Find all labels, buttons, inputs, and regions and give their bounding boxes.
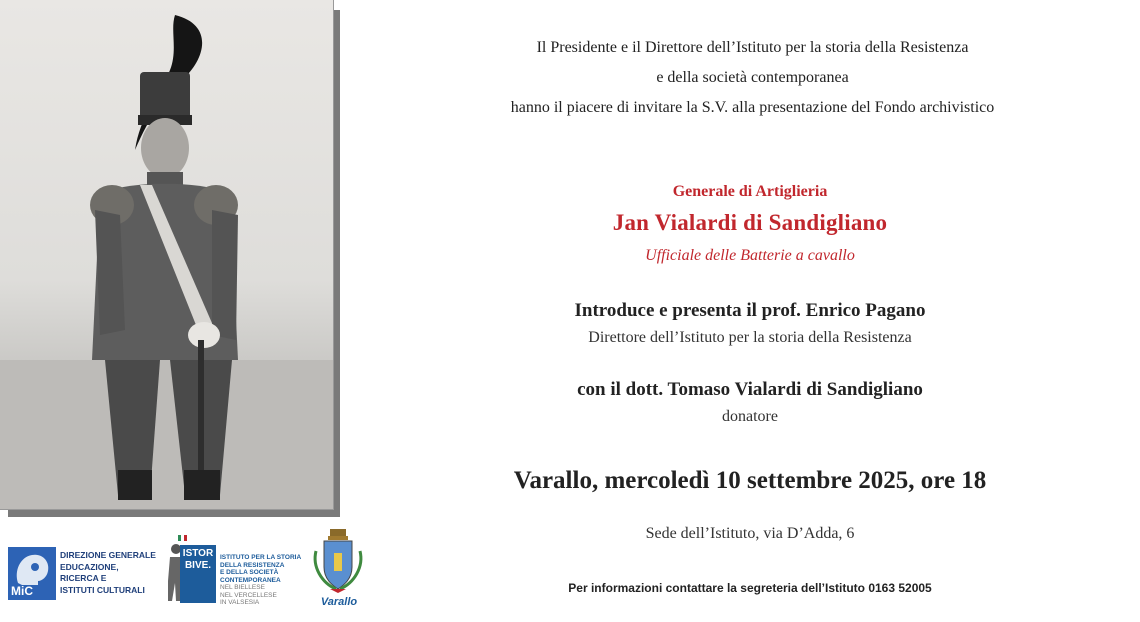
intro-line-2: e della società contemporanea <box>656 69 849 86</box>
istorbive-label-line: E DELLA SOCIETÀ <box>220 569 279 576</box>
istorbive-mark <box>180 545 216 603</box>
istorbive-mark-line: BIVE. <box>184 560 212 571</box>
mic-label-line: ISTITUTI CULTURALI <box>60 584 145 595</box>
mic-label-line: RICERCA E <box>60 573 107 583</box>
portrait-photo <box>0 0 340 517</box>
donor-line: con il dott. Tomaso Vialardi di Sandigliano <box>577 379 923 400</box>
subject-rank: Generale di Artiglieria <box>672 183 828 200</box>
istorbive-sub-line: NEL BIELLESE <box>220 584 265 591</box>
mic-label-line: DIREZIONE GENERALE <box>60 550 156 560</box>
istorbive-mark-line: ISTOR <box>182 548 214 559</box>
istorbive-label <box>220 554 310 607</box>
mic-mark: MiC <box>11 584 33 598</box>
event-date: Varallo, mercoledì 10 settembre 2025, ore 18 <box>513 467 987 494</box>
intro-line-1: Il Presidente e il Direttore dell’Istituto per la storia della Resistenza <box>536 39 969 56</box>
mic-logo <box>8 547 56 600</box>
officer-illustration <box>0 0 334 510</box>
presenter-line: Introduce e presenta il prof. Enrico Pagano <box>574 300 926 321</box>
mic-label <box>60 550 170 596</box>
istorbive-label-line: CONTEMPORANEA <box>220 576 281 584</box>
istorbive-sub-line: NEL VERCELLESE <box>220 591 277 599</box>
subject-role: Ufficiale delle Batterie a cavallo <box>645 247 855 264</box>
istorbive-label-line: ISTITUTO PER LA STORIA <box>220 554 302 561</box>
event-venue: Sede dell’Istituto, via D’Adda, 6 <box>645 525 855 542</box>
event-info: Per informazioni contattare la segreteria dell’Istituto 0163 52005 <box>568 581 932 595</box>
intro-line-3: hanno il piacere di invitare la S.V. alla presentazione del Fondo archivistico <box>510 99 995 116</box>
coat-of-arms-icon <box>308 527 368 595</box>
donor-role: donatore <box>722 408 778 425</box>
istorbive-logo <box>160 535 215 603</box>
varallo-logo <box>308 527 368 612</box>
subject-name: Jan Vialardi di Sandigliano <box>612 210 888 235</box>
mic-head-icon <box>8 547 56 587</box>
invitation-intro <box>360 33 1140 123</box>
varallo-name: Varallo <box>320 596 358 608</box>
istorbive-label-line: DELLA RESISTENZA <box>220 561 285 569</box>
photo-image <box>0 0 334 510</box>
istorbive-sub-line: IN VALSESIA <box>220 599 260 606</box>
presenter-role: Direttore dell’Istituto per la storia della Resistenza <box>588 329 912 346</box>
mic-label-line: EDUCAZIONE, <box>60 561 119 572</box>
